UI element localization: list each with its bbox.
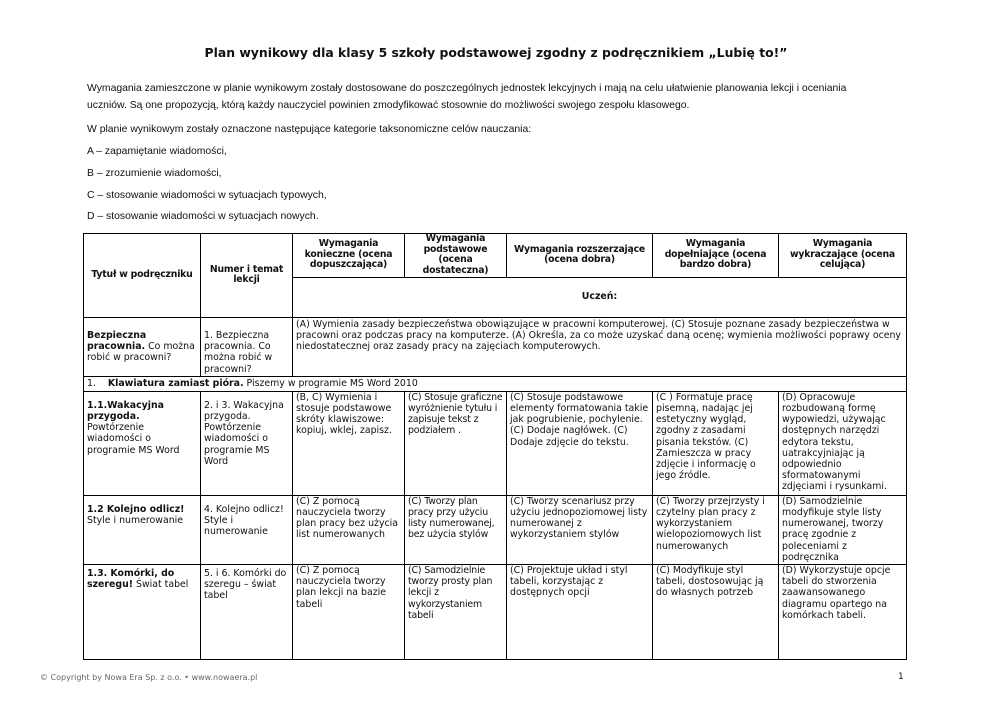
cell-dopelniajace: (C) Tworzy przejrzysty i czytelny plan pracy z wykorzystaniem wielopoziomowych list numerowanych xyxy=(653,495,779,564)
header-numer: Numer i temat lekcji xyxy=(201,234,293,318)
section-title xyxy=(84,376,907,391)
cell-tytul xyxy=(84,495,201,564)
cell-tytul-rest: Świat tabel xyxy=(136,579,189,591)
cell-konieczne: (C) Z pomocą nauczyciela tworzy plan pracy bez użycia list numerowanych xyxy=(293,495,405,564)
section-row xyxy=(84,376,907,391)
cell-podstawowe: (C) Tworzy plan pracy przy użyciu listy numerowanej, bez użycia stylów xyxy=(405,495,507,564)
cell-tytul-rest: Style i numerowanie xyxy=(87,515,184,527)
cell-tytul-bold: 1.1.Wakacyjna przygoda. xyxy=(87,399,164,423)
cell-tytul xyxy=(84,391,201,495)
category-c: C – stosowanie wiadomości w sytuacjach typowych, xyxy=(87,190,327,201)
cell-tytul-rest: Co można robić w pracowni? xyxy=(87,341,195,364)
category-b: B – zrozumienie wiadomości, xyxy=(87,168,222,179)
cell-wykraczajace: (D) Wykorzystuje opcje tabeli do stworzenia zaawansowanego diagramu opartego na komórkach tabeli. xyxy=(779,565,907,660)
cell-tytul xyxy=(84,318,201,377)
table-row xyxy=(84,495,907,564)
cell-dopelniajace: (C ) Formatuje pracę pisemną, nadając jej estetyczny wygląd, zgodny z zasadami pisania tekstów. (C) Zamieszcza w pracy zdjęcie i informację o jego źródle. xyxy=(653,391,779,495)
table-row xyxy=(84,391,907,495)
header-rozszerzajace: Wymagania rozszerzające (ocena dobra) xyxy=(507,234,653,278)
header-tytul: Tytuł w podręczniku xyxy=(84,234,201,318)
header-wykraczajace: Wymagania wykraczające (ocena celująca) xyxy=(779,234,907,278)
section-title-bold: Klawiatura zamiast pióra. xyxy=(107,377,244,389)
header-uczen: Uczeń: xyxy=(293,278,907,318)
taxonomy-intro: W planie wynikowym zostały oznaczone następujące kategorie taksonomiczne celów nauczania: xyxy=(87,124,532,135)
cell-tytul-bold: 1.2 Kolejno odlicz! xyxy=(87,503,185,515)
cell-merged-requirements: (A) Wymienia zasady bezpieczeństwa obowiązujące w pracowni komputerowej. (C) Stosuje poznane zasady bezpieczeństwa w pracowni oraz podczas pracy na komputerze. (A) Określa, za co może uzyskać daną ocenę; wymienia możliwości poprawy oceny niedostatecznej oraz zasady pracy na zajęciach komputerowych. xyxy=(293,318,907,377)
cell-podstawowe: (C) Stosuje graficzne wyróżnienie tytułu i zapisuje tekst z podziałem . xyxy=(405,391,507,495)
cell-wykraczajace: (D) Samodzielnie modyfikuje style listy numerowanej, tworzy pracę zgodnie z poleceniami z podręcznika xyxy=(779,495,907,564)
cell-konieczne: (B, C) Wymienia i stosuje podstawowe skróty klawiszowe: kopiuj, wklej, zapisz. xyxy=(293,391,405,495)
header-dopelniajace: Wymagania dopełniające (ocena bardzo dobra) xyxy=(653,234,779,278)
footer-copyright: © Copyright by Nowa Era Sp. z o.o. • www.nowaera.pl xyxy=(40,673,258,682)
intro-paragraph xyxy=(87,82,905,96)
intro-paragraph-continued: uczniów. Są one propozycją, którą każdy nauczyciel powinien zmodyfikować stosownie do możliwości swojego zespołu klasowego. xyxy=(87,100,690,111)
header-konieczne: Wymagania konieczne (ocena dopuszczająca) xyxy=(293,234,405,278)
category-d: D – stosowanie wiadomości w sytuacjach nowych. xyxy=(87,211,319,222)
page-title: Plan wynikowy dla klasy 5 szkoły podstawowej zgodny z podręcznikiem „Lubię to!” xyxy=(204,45,788,60)
cell-dopelniajace: (C) Modyfikuje styl tabeli, dostosowując ją do własnych potrzeb xyxy=(653,565,779,660)
cell-numer: 4. Kolejno odlicz! Style i numerowanie xyxy=(201,495,293,564)
cell-tytul-bold: 1.3. Komórki, do szeregu! xyxy=(87,568,175,591)
header-podstawowe: Wymagania podstawowe (ocena dostateczna) xyxy=(405,234,507,278)
cell-rozszerzajace: (C) Tworzy scenariusz przy użyciu jednopoziomowej listy numerowanej z wykorzystaniem stylów xyxy=(507,495,653,564)
cell-wykraczajace: (D) Opracowuje rozbudowaną formę wypowiedzi, używając dostępnych narzędzi edytora tekstu, uatrakcyjniając ją odpowiednio sformatowanymi zdjęciami i rysunkami. xyxy=(779,391,907,495)
category-a: A – zapamiętanie wiadomości, xyxy=(87,146,227,157)
section-title-rest: Piszemy w programie MS Word 2010 xyxy=(246,377,418,389)
table-row xyxy=(84,565,907,660)
cell-tytul xyxy=(84,565,201,660)
intro-line-1: Wymagania zamieszczone w planie wynikowym zostały dostosowane do poszczególnych jednostek lekcyjnych i mają na celu ułatwienie planowania lekcji i oceniania xyxy=(87,83,847,94)
cell-tytul-bold: Bezpieczna pracownia. xyxy=(87,330,147,353)
section-number: 1. xyxy=(87,377,96,389)
cell-konieczne: (C) Z pomocą nauczyciela tworzy plan lekcji na bazie tabeli xyxy=(293,565,405,660)
requirements-table xyxy=(83,233,907,660)
cell-rozszerzajace: (C) Stosuje podstawowe elementy formatowania takie jak pogrubienie, pochylenie. (C) Dodaje nagłówek. (C) Dodaje zdjęcie do tekstu. xyxy=(507,391,653,495)
table-row xyxy=(84,318,907,377)
cell-rozszerzajace: (C) Projektuje układ i styl tabeli, korzystając z dostępnych opcji xyxy=(507,565,653,660)
cell-numer: 2. i 3. Wakacyjna przygoda. Powtórzenie wiadomości o programie MS Word xyxy=(201,391,293,495)
cell-numer: 1. Bezpieczna pracownia. Co można robić w pracowni? xyxy=(201,318,293,377)
cell-numer: 5. i 6. Komórki do szeregu – świat tabel xyxy=(201,565,293,660)
page-number: 1 xyxy=(898,672,904,682)
cell-tytul-rest: Powtórzenie wiadomości o programie MS Word xyxy=(87,422,180,456)
cell-podstawowe: (C) Samodzielnie tworzy prosty plan lekcji z wykorzystaniem tabeli xyxy=(405,565,507,660)
